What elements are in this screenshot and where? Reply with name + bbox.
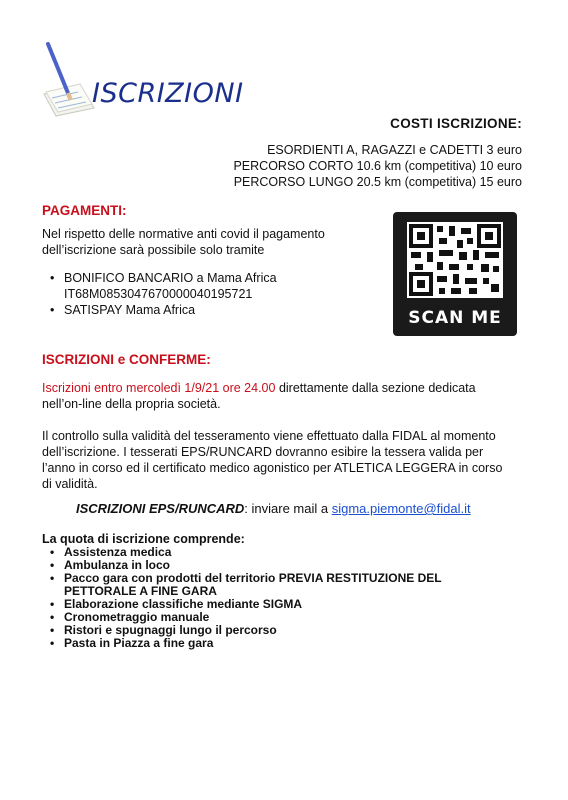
list-item: • Pacco gara con prodotti del territorio PREVIA RESTITUZIONE DEL PETTORALE A FINE GARA (42, 572, 512, 598)
list-item: • Ambulanza in loco (42, 559, 512, 572)
costi-line: PERCORSO LUNGO 20.5 km (competitiva) 15 euro (233, 175, 522, 189)
pagamenti-intro: Nel rispetto delle normative anti covid il pagamento dell’iscrizione sarà possibile solo tramite (42, 227, 325, 257)
eps-line (76, 501, 471, 516)
deadline-text: Iscrizioni entro mercoledì 1/9/21 ore 24.00 (42, 381, 276, 395)
pagamenti-title: PAGAMENTI: (42, 203, 127, 218)
conferme-title: ISCRIZIONI e CONFERME: (42, 352, 211, 367)
list-item: • BONIFICO BANCARIO a Mama Africa IT68M0853047670000040195721 (42, 270, 362, 302)
list-item: • Ristori e spugnaggi lungo il percorso (42, 624, 512, 637)
costi-line: PERCORSO CORTO 10.6 km (competitiva) 10 euro (233, 159, 522, 173)
logo-text: ISCRIZIONI (92, 78, 244, 109)
eps-text: : inviare mail a (244, 501, 332, 516)
list-item: • SATISPAY Mama Africa (42, 302, 362, 318)
list-item: • Pasta in Piazza a fine gara (42, 637, 512, 650)
quota-list (42, 546, 512, 650)
list-item: • Elaborazione classifiche mediante SIGMA (42, 598, 512, 611)
list-item: • Assistenza medica (42, 546, 512, 559)
list-item: • Cronometraggio manuale (42, 611, 512, 624)
pagamenti-list (42, 270, 362, 318)
qr-caption: SCAN ME (408, 308, 502, 328)
eps-email-link[interactable]: sigma.piemonte@fidal.it (331, 501, 471, 516)
costi-list (233, 142, 522, 190)
deadline-rest: direttamente dalla sezione dedicata nell’on-line della propria società. (42, 381, 476, 411)
controllo-paragraph: Il controllo sulla validità del tesseramento viene effettuato dalla FIDAL al momento dell’iscrizione. I tesserati EPS/RUNCARD dovranno esibire la tessera valida per l’anno in corso ed il certificato medico agonistico per ATLETICA LEGGERA in corso di validità. (42, 429, 503, 491)
costi-title: COSTI ISCRIZIONE: (390, 116, 522, 131)
quota-title: La quota di iscrizione comprende: (42, 532, 245, 546)
qr-code[interactable] (393, 212, 517, 336)
logo-notepad-icon (40, 42, 98, 118)
qr-pattern (407, 222, 503, 298)
eps-label: ISCRIZIONI EPS/RUNCARD (76, 501, 245, 516)
conferme-deadline-paragraph (42, 380, 512, 412)
costi-line: ESORDIENTI A, RAGAZZI e CADETTI 3 euro (267, 143, 522, 157)
